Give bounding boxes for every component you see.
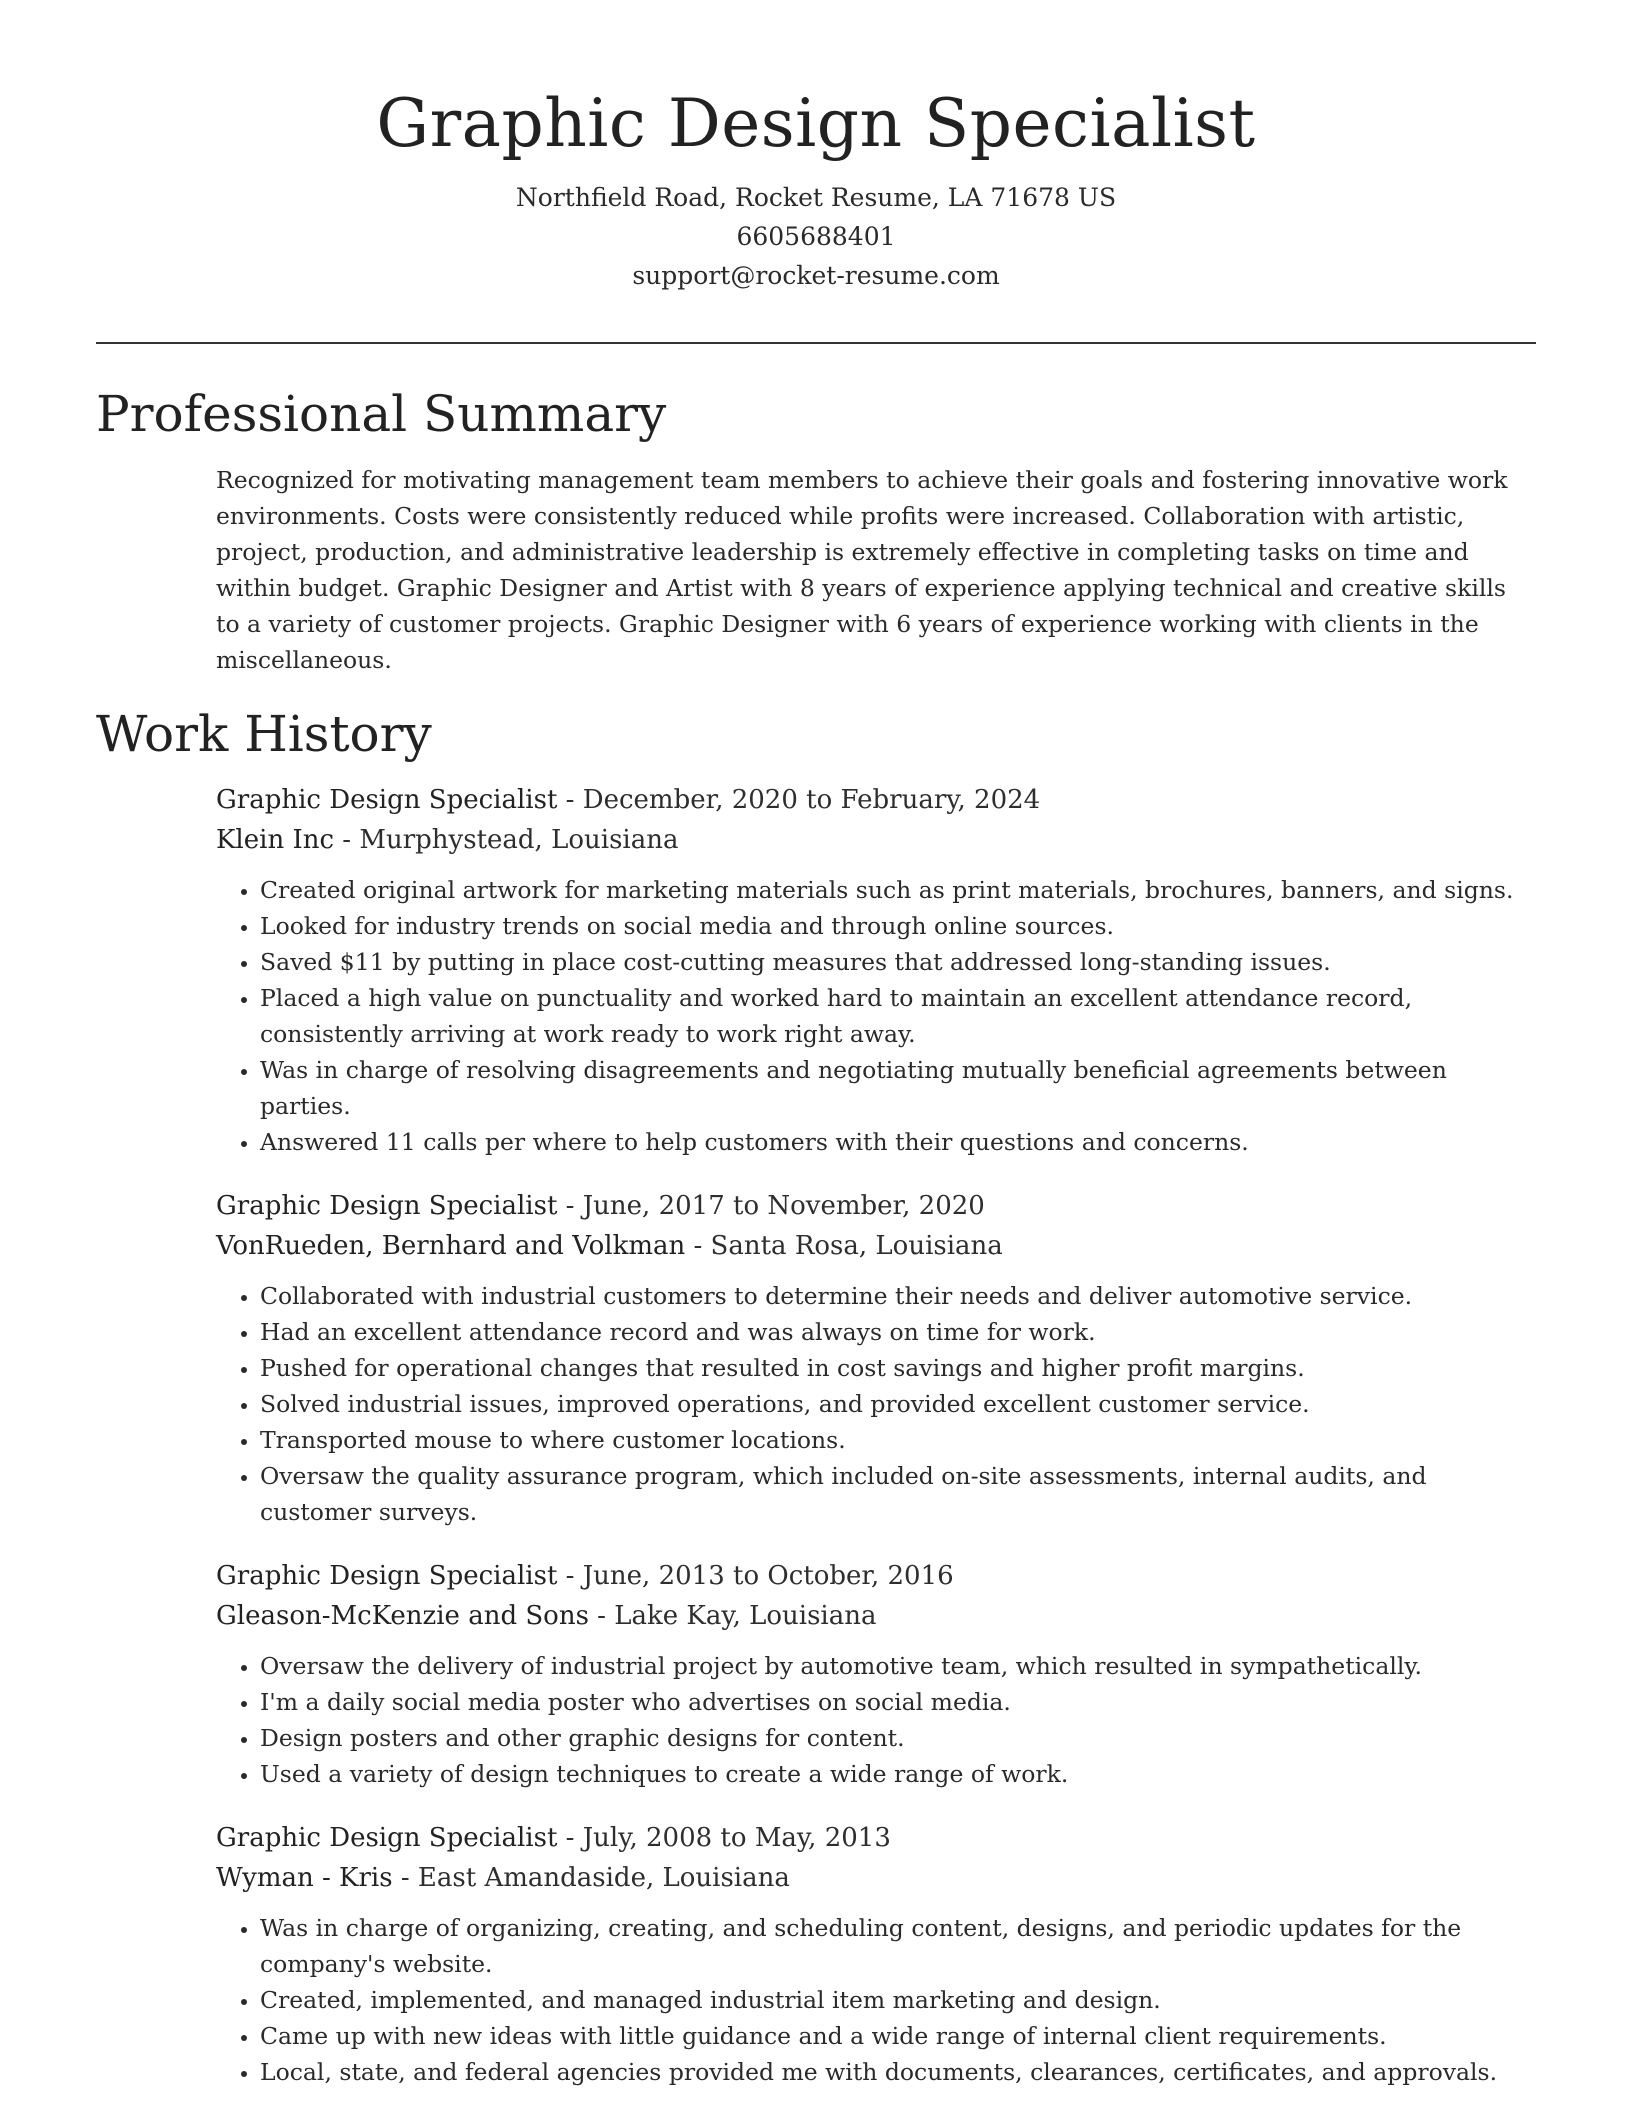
job-title-line <box>216 1186 1536 1226</box>
contact-block <box>0 178 1632 295</box>
job-bullet: • Solved industrial issues, improved operations, and provided excellent customer service. <box>260 1386 1536 1422</box>
job-bullet: • Transported mouse to where customer locations. <box>260 1422 1536 1458</box>
job-bullet: • Collaborated with industrial customers to determine their needs and deliver automotive service. <box>260 1278 1536 1314</box>
job-title-line <box>216 1556 1536 1596</box>
job-start-date: December, 2020 <box>582 785 798 815</box>
date-joiner: to <box>724 1191 768 1221</box>
job-location: East Amandaside, Louisiana <box>417 1863 790 1893</box>
job-end-date: October, 2016 <box>767 1561 954 1591</box>
job-location: Santa Rosa, Louisiana <box>710 1231 1003 1261</box>
job-title-line <box>216 780 1536 820</box>
job-separator: - <box>334 825 360 855</box>
job-bullet: • Answered 11 calls per where to help customers with their questions and concerns. <box>260 1124 1536 1160</box>
job-company: Gleason-McKenzie and Sons <box>216 1601 589 1631</box>
job-bullet-list <box>216 1648 1536 1792</box>
job-company-line <box>216 1858 1536 1898</box>
address-text: Northfield Road, Rocket Resume, LA 71678 US <box>515 183 1117 212</box>
job-bullet: • Oversaw the delivery of industrial project by automotive team, which resulted in sympathetically. <box>260 1648 1536 1684</box>
job-company: VonRueden, Bernhard and Volkman <box>216 1231 686 1261</box>
job-role: Graphic Design Specialist <box>216 785 558 815</box>
date-joiner: to <box>712 1823 755 1853</box>
date-joiner: to <box>724 1561 768 1591</box>
job-location: Lake Kay, Louisiana <box>614 1601 877 1631</box>
job-end-date: February, 2024 <box>840 785 1041 815</box>
summary-heading: Professional Summary <box>96 385 667 443</box>
job-bullet: • Saved $11 by putting in place cost-cutting measures that addressed long-standing issues. <box>260 944 1536 980</box>
job-dates <box>583 785 1040 815</box>
job-bullet: • Used a variety of design techniques to create a wide range of work. <box>260 1756 1536 1792</box>
job-dates <box>583 1823 891 1853</box>
job-bullet: • Pushed for operational changes that resulted in cost savings and higher profit margins. <box>260 1350 1536 1386</box>
job-start-date: June, 2013 <box>582 1561 725 1591</box>
work-history-list <box>216 780 1536 2112</box>
job-bullet: • Was in charge of resolving disagreements and negotiating mutually beneficial agreements between parties. <box>260 1052 1536 1124</box>
job-separator: - <box>557 785 583 815</box>
job-bullet-list <box>216 1278 1536 1530</box>
job-entry <box>216 1818 1536 2090</box>
job-separator: - <box>557 1191 583 1221</box>
page-title: Graphic Design Specialist <box>376 85 1256 162</box>
job-location: Murphystead, Louisiana <box>359 825 679 855</box>
job-separator: - <box>557 1561 583 1591</box>
job-entry <box>216 1186 1536 1530</box>
job-separator: - <box>557 1823 583 1853</box>
job-bullet: • Looked for industry trends on social media and through online sources. <box>260 908 1536 944</box>
job-separator: - <box>392 1863 418 1893</box>
phone-text: 6605688401 <box>736 222 896 251</box>
job-end-date: November, 2020 <box>767 1191 985 1221</box>
job-dates <box>583 1561 954 1591</box>
job-bullet: • Had an excellent attendance record and was always on time for work. <box>260 1314 1536 1350</box>
email-text: support@rocket-resume.com <box>632 261 1000 290</box>
job-entry <box>216 780 1536 1160</box>
job-company: Wyman - Kris <box>216 1863 393 1893</box>
job-entry <box>216 1556 1536 1792</box>
job-role: Graphic Design Specialist <box>216 1561 558 1591</box>
job-bullet: • Placed a high value on punctuality and worked hard to maintain an excellent attendance record, consistently arriving at work ready to work right away. <box>260 980 1536 1052</box>
job-bullet: • I'm a daily social media poster who advertises on social media. <box>260 1684 1536 1720</box>
job-company-line <box>216 820 1536 860</box>
job-bullet: • Created, implemented, and managed industrial item marketing and design. <box>260 1982 1536 2018</box>
job-title-line <box>216 1818 1536 1858</box>
job-company-line <box>216 1596 1536 1636</box>
job-separator: - <box>588 1601 615 1631</box>
job-dates <box>583 1191 985 1221</box>
job-bullet-list <box>216 1910 1536 2090</box>
job-bullet: • Created original artwork for marketing materials such as print materials, brochures, banners, and signs. <box>260 872 1536 908</box>
job-bullet: • Design posters and other graphic designs for content. <box>260 1720 1536 1756</box>
date-joiner: to <box>797 785 841 815</box>
job-separator: - <box>685 1231 711 1261</box>
work-history-heading: Work History <box>96 705 432 763</box>
job-start-date: July, 2008 <box>582 1823 713 1853</box>
summary-text: Recognized for motivating management team members to achieve their goals and fostering innovative work environments. Costs were consistently reduced while profits were increased. Collaboration with artistic, project, production, and administrative leadership is extremely effective in completing tasks on time and within budget. Graphic Designer and Artist with 8 years of experience applying technical and creative skills to a variety of customer projects. Graphic Designer with 6 years of experience working with clients in the miscellaneous. <box>216 466 1508 674</box>
job-bullet: • Came up with new ideas with little guidance and a wide range of internal client requirements. <box>260 2018 1536 2054</box>
job-end-date: May, 2013 <box>754 1823 891 1853</box>
job-bullet-list <box>216 872 1536 1160</box>
job-role: Graphic Design Specialist <box>216 1823 558 1853</box>
job-role: Graphic Design Specialist <box>216 1191 558 1221</box>
job-company: Klein Inc <box>216 825 335 855</box>
job-bullet: • Was in charge of organizing, creating, and scheduling content, designs, and periodic updates for the company's website. <box>260 1910 1536 1982</box>
header-divider <box>96 342 1536 344</box>
job-bullet: • Local, state, and federal agencies provided me with documents, clearances, certificates, and approvals. <box>260 2054 1536 2090</box>
job-bullet: • Oversaw the quality assurance program, which included on-site assessments, internal audits, and customer surveys. <box>260 1458 1536 1530</box>
job-start-date: June, 2017 <box>582 1191 725 1221</box>
resume-header <box>0 78 1632 295</box>
job-company-line <box>216 1226 1536 1266</box>
